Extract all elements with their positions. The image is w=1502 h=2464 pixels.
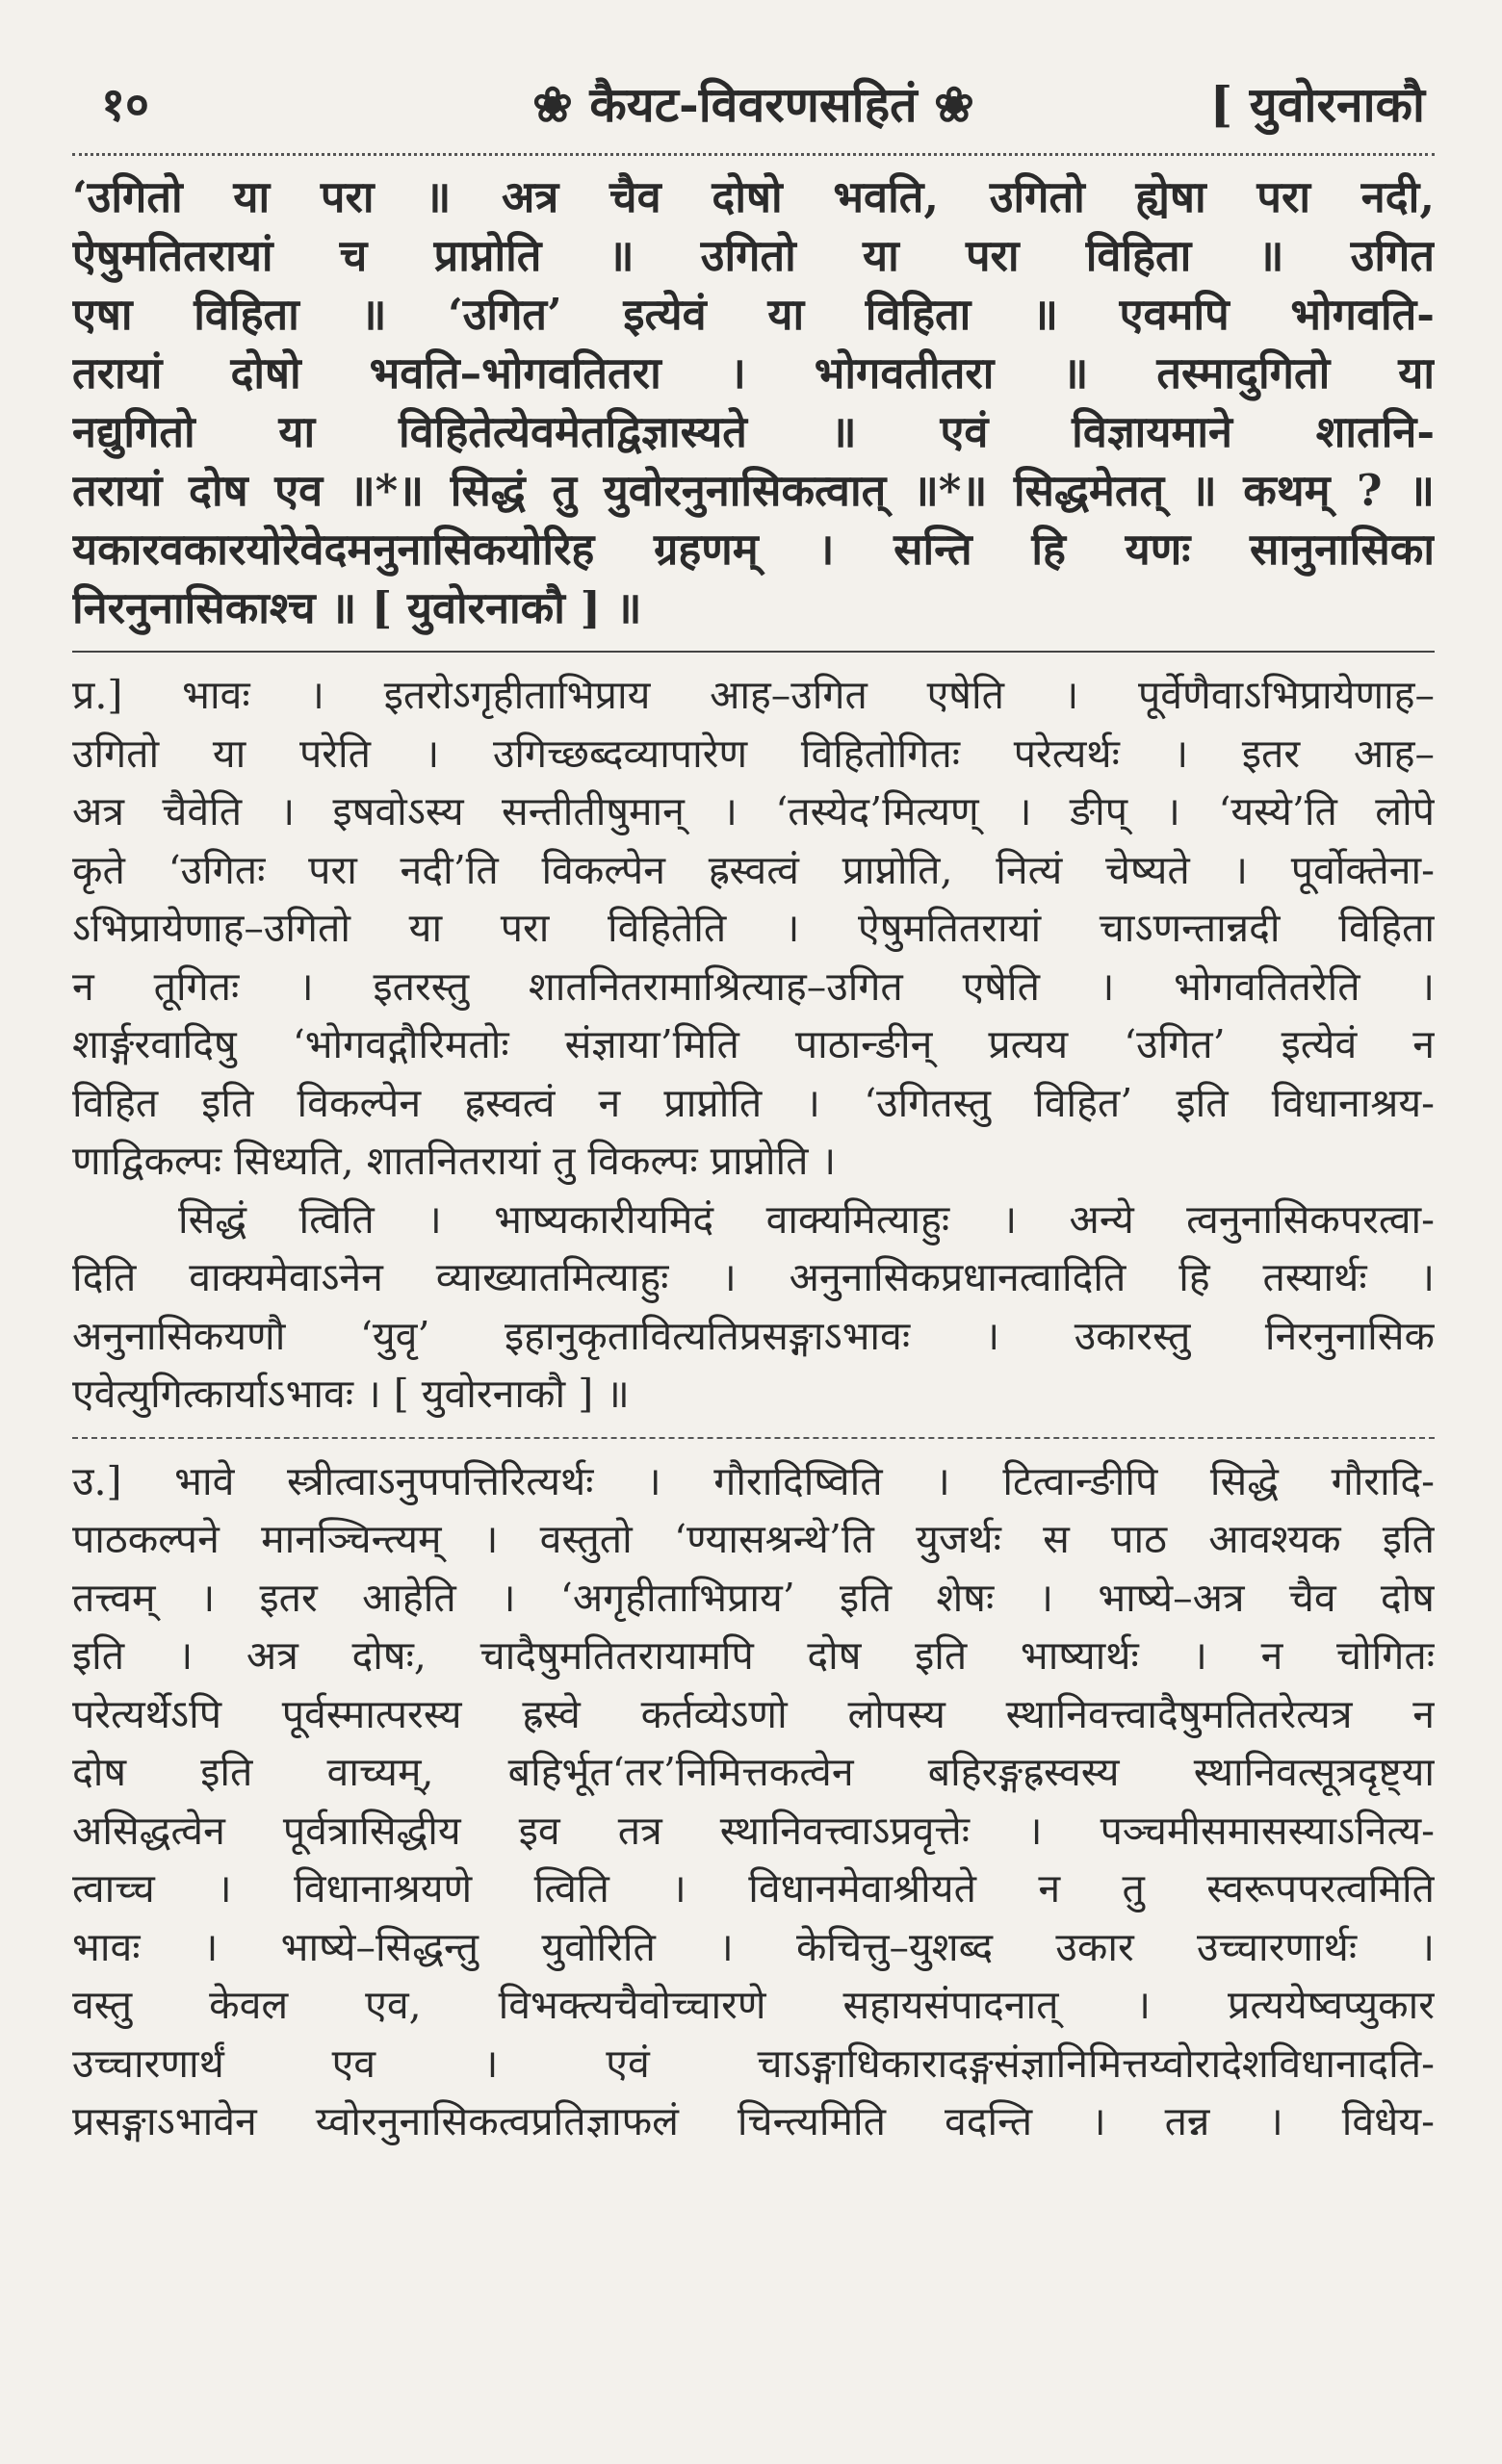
text-line: असिद्धत्वेन पूर्वत्रासिद्धीय इव तत्र स्थानिवत्त्वाऽप्रवृत्तेः । पञ्चमीसमासस्याऽनित्य- [72, 1807, 1435, 1854]
page-number: १० [101, 78, 149, 132]
text-line: पाठकल्पने मानञ्चिन्त्यम् । वस्तुतो ‘ण्यासश्रन्थे’ति युजर्थः स पाठ आवश्यक इति [72, 1516, 1435, 1562]
text-line: कृते ‘उगितः परा नदी’ति विकल्पेन ह्रस्वत्वं प्राप्नोति, नित्यं चेष्यते । पूर्वोक्तेना- [72, 846, 1435, 893]
text-line: सिद्धं त्विति । भाष्यकारीयमिदं वाक्यमित्याहुः । अन्ये त्वनुनासिकपरत्वा- [178, 1195, 1435, 1243]
text-line: उच्चारणार्थं एव । एवं चाऽङ्गाधिकारादङ्गसंज्ञानिमित्तय्वोरादेशविधानादति- [72, 2040, 1435, 2087]
text-line: दिति वाक्यमेवाऽनेन व्याख्यातमित्याहुः । अनुनासिकप्रधानत्वादिति हि तस्यार्थः । [72, 1254, 1435, 1300]
text-line: वस्तु केवल एव, विभक्त्यचैवोच्चारणे सहायसंपादनात् । प्रत्ययेष्वप्युकार [72, 1982, 1435, 2028]
bhashya-text [72, 167, 1435, 637]
text-line: उगितो या परेति । उगिच्छब्दव्यापारेण विहितोगितः परेत्यर्थः । इतर आह– [72, 730, 1435, 777]
text-line: न तूगितः । इतरस्तु शातनितरामाश्रित्याह–उगित एषेति । भोगवतितरेति । [72, 962, 1435, 1010]
text-line: उ.] भावे स्त्रीत्वाऽनुपपत्तिरित्यर्थः । गौरादिष्विति । टित्वान्ङीपि सिद्धे गौरादि- [72, 1457, 1435, 1504]
text-line: एषा विहिता ॥ ‘उगित’ इत्येवं या विहिता ॥ एवमपि भोगवति- [72, 289, 1435, 340]
section-label: [ युवोरनाकौ [1209, 76, 1425, 133]
text-line: ऐषुमतितरायां च प्राप्नोति ॥ उगितो या परा विहिता ॥ उगित [72, 230, 1435, 281]
text-line: दोष इति वाच्यम्, बहिर्भूत‘तर’निमित्तकत्वेन बहिरङ्गह्रस्वस्य स्थानिवत्सूत्रदृष्ट्या [72, 1749, 1435, 1795]
text-line: नद्युगितो या विहितेत्येवमेतद्विज्ञास्यते ॥ एवं विज्ञायमाने शातनि- [72, 406, 1435, 457]
text-line: ‘उगितो या परा ॥ अत्र चैव दोषो भवति, उगितो ह्येषा परा नदी, [72, 171, 1435, 222]
header-divider [72, 153, 1435, 156]
text-line: त्वाच्च । विधानाश्रयणे त्विति । विधानमेवाश्रीयते न तु स्वरूपपरत्वमिति [72, 1865, 1435, 1912]
text-line: प्रसङ्गाऽभावेन य्वोरनुनासिकत्वप्रतिज्ञाफलं चिन्त्यमिति वदन्ति । तन्न । विधेय- [72, 2098, 1435, 2144]
text-line: अत्र चैवेति । इषवोऽस्य सन्तीतीषुमान् । ‘तस्येद’मित्यण् । ङीप् । ‘यस्ये’ति लोपे [72, 788, 1435, 834]
text-line: तरायां दोष एव ॥*॥ सिद्धं तु युवोरनुनासिकत्वात् ॥*॥ सिद्धमेतत् ॥ कथम् ? ॥ [72, 465, 1435, 516]
text-line: एवेत्युगित्कार्याऽभावः । [ युवोरनाकौ ] ॥ [72, 1371, 630, 1417]
text-line: णाद्विकल्पः सिध्यति, शातनितरायां तु विकल्पः प्राप्नोति । [72, 1138, 837, 1184]
section-divider [72, 651, 1435, 653]
page-header [72, 53, 1435, 149]
text-line: तरायां दोषो भवति–भोगवतितरा । भोगवतीतरा ॥ तस्मादुगितो या [72, 347, 1435, 398]
running-title: ❀ कैयट-विवरणसहितं ❀ [532, 76, 974, 133]
text-line: शार्ङ्गरवादिषु ‘भोगवद्गौरिमतोः संज्ञाया’मिति पाठान्ङीन् प्रत्यय ‘उगित’ इत्येवं न [72, 1021, 1435, 1067]
text-line: ऽभिप्रायेणाह–उगितो या परा विहितेति । ऐषुमतितरायां चाऽणन्तान्नदी विहिता [72, 905, 1435, 951]
text-line: तत्त्वम् । इतर आहेति । ‘अगृहीताभिप्राय’ इति शेषः । भाष्ये–अत्र चैव दोष [72, 1574, 1435, 1621]
text-line: यकारवकारयोरेवेदमनुनासिकयोरिह ग्रहणम् । सन्ति हि यणः सानुनासिका [72, 524, 1435, 575]
text-line: निरनुनासिकाश्च ॥ [ युवोरनाकौ ] ॥ [72, 582, 642, 633]
text-line: प्र.] भावः । इतरोऽगृहीताभिप्राय आह–उगित एषेति । पूर्वेणैवाऽभिप्रायेणाह– [72, 672, 1435, 718]
text-line: विहित इति विकल्पेन ह्रस्वत्वं न प्राप्नोति । ‘उगितस्तु विहित’ इति विधानाश्रय- [72, 1079, 1435, 1126]
text-line: भावः । भाष्ये–सिद्धन्तु युवोरिति । केचित्तु–युशब्द उकार उच्चारणार्थः । [72, 1923, 1435, 1970]
pradeep-commentary [72, 666, 1435, 1424]
section-divider [72, 1437, 1435, 1439]
uddyot-commentary [72, 1452, 1435, 2151]
text-line: अनुनासिकयणौ ‘युवृ’ इहानुकृतावित्यतिप्रसङ्गाऽभावः । उकारस्तु निरनुनासिक [72, 1312, 1435, 1359]
text-line: परेत्यर्थेऽपि पूर्वस्मात्परस्य ह्रस्वे कर्तव्येऽणो लोपस्य स्थानिवत्त्वादैषुमतितरेत्यत्र न [72, 1690, 1435, 1737]
text-line: इति । अत्र दोषः, चादैषुमतितरायामपि दोष इति भाष्यार्थः । न चोगितः [72, 1632, 1435, 1679]
